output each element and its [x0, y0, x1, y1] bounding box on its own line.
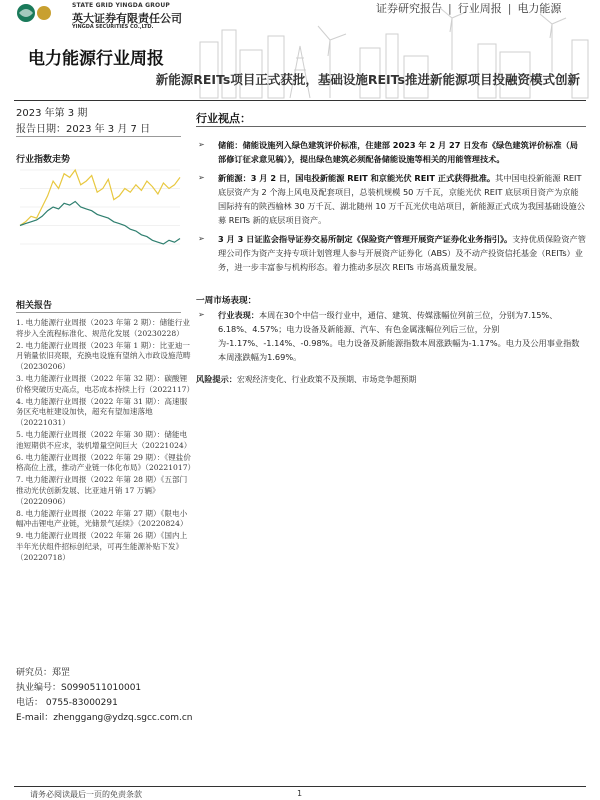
arrow-bullet-icon: ➢ [198, 140, 205, 149]
tag-power-energy: 电力能源 [517, 2, 562, 15]
view-bullet-text: 其中国电投新能源 REIT 底层资产为 2 个海上风电及配套项目，总装机规模 50 万千瓦，京能光伏 REIT 底层项目资产为京能国际持有的陕西榆林 30 万千瓦、湖北随州 10 万千瓦光伏电站项目，新能源正式成为我国基础设施公募 REITs 新的底层项目资产。 [218, 173, 585, 225]
market-performance-list [196, 308, 586, 364]
analyst-email[interactable]: E-mail：zhenggang@ydzq.sgcc.com.cn [16, 713, 193, 723]
report-subtitle: 新能源REITs项目正式获批，基础设施REITs推进新能源项目投融资模式创新 [155, 72, 580, 87]
view-bullet [196, 171, 586, 227]
related-report-item[interactable]: 4. 电力能源行业周报（2022 年第 31 期）：高速服务区充电桩建设加快，超充有望加速落地（20221031） [16, 396, 188, 428]
analyst-license: 执业编号：S0990511010001 [16, 683, 142, 693]
market-performance-title: 一周市场表现： [196, 296, 257, 306]
views-divider [196, 126, 586, 127]
report-title: 电力能源行业周报 [28, 49, 164, 69]
analyst-name: 研究员：郑罡 [16, 668, 71, 678]
related-report-item[interactable]: 9. 电力能源行业周报（2022 年第 26 期）《国内上半年光伏组件招标创纪录，可再生能源补贴下发》（20220718） [16, 531, 188, 562]
related-report-item[interactable]: 3. 电力能源行业周报（2022 年第 32 期）：碳酸锂价格突破历史高点，电芯成本持续上行（2022117） [16, 373, 195, 394]
left-divider [16, 136, 181, 137]
report-category-tags [376, 0, 561, 16]
related-report-item[interactable]: 6. 电力能源行业周报（2022 年第 29 期）：《锂盐价格高位上涨，推动产业链一体化布局》（20221017） [16, 452, 196, 473]
industry-views-title: 行业视点： [196, 112, 251, 125]
arrow-bullet-icon: ➢ [198, 310, 205, 319]
industry-views-list [196, 138, 586, 279]
report-header [0, 0, 600, 100]
related-reports-list [16, 318, 196, 565]
view-bullet [196, 232, 586, 274]
market-bullet [196, 308, 586, 364]
related-divider [16, 312, 181, 313]
company-logo-icon [16, 3, 54, 23]
report-date: 报告日期：2023 年 3 月 7 日 [16, 124, 151, 135]
market-bullet-bold: 行业表现： [218, 310, 259, 320]
related-report-item[interactable]: 8. 电力能源行业周报（2022 年第 27 期）《限电小幅冲击锂电产业链，光储景气延续》（20220824） [16, 508, 188, 529]
chart-series-line-1 [20, 170, 180, 226]
related-reports-title: 相关报告 [16, 301, 53, 311]
risk-warning [196, 374, 586, 385]
analyst-info [16, 666, 216, 726]
view-bullet [196, 138, 586, 166]
analyst-phone: 电话： 0755-83000291 [16, 698, 118, 708]
page-number: 1 [297, 789, 303, 798]
tag-weekly: 行业周报 [457, 2, 502, 15]
market-bullet-text: 本周在30个中信一级行业中，通信、建筑、传媒涨幅位列前三位，分别为7.15%、6.18%、4.57%；电力设备及新能源、汽车、有色金属涨幅位列后三位，分别为-1.17%、-1.14%、-0.98%。电力设备及新能源指数本周涨跌幅为-1.17%。电力及公用事业指数本周涨跌幅为1.69%。 [218, 310, 580, 362]
company-name-cn: 英大证券有限责任公司 [72, 12, 182, 25]
issue-number: 2023 年第 3 期 [16, 108, 88, 119]
arrow-bullet-icon: ➢ [198, 173, 205, 182]
view-bullet-bold: 3 月 3 日证监会指导证券交易所制定《保险资产管理开展资产证券化业务指引》。 [218, 234, 513, 244]
tag-separator: | [448, 2, 452, 15]
chart-series-line-2 [20, 202, 180, 245]
arrow-bullet-icon: ➢ [198, 234, 205, 243]
footer-divider [14, 786, 586, 787]
index-trend-chart [16, 166, 184, 248]
related-report-item[interactable]: 5. 电力能源行业周报（2022 年第 30 期）：储能电池短期供不应求，装机增量空间巨大（20221024） [16, 429, 192, 450]
tag-research-report: 证券研究报告 [376, 2, 442, 15]
header-divider [14, 100, 586, 101]
view-bullet-bold: 新能源：3 月 2 日，国电投新能源 REIT 和京能光伏 REIT 正式获得批准。 [218, 173, 496, 183]
related-report-item[interactable]: 2. 电力能源行业周报（2023 年第 1 期）：比亚迪一月销量依旧亮眼，充换电设施有望纳入市政设施范畴（20230206） [16, 340, 191, 372]
related-report-item[interactable]: 7. 电力能源行业周报（2022 年第 28 期）《五部门推动光伏创新发展、比亚迪月销 17 万辆》（20220906） [16, 475, 188, 506]
view-bullet-text: 支持优质保险资产管理公司作为资产支持专项计划管理人参与开展资产证券化（ABS）及不动产投资信托基金（REITs）业务，进一步丰富参与机构形态。着力推动多层次 REITs 市场高质量发展。 [218, 234, 586, 272]
company-name-en: YINGDA SECURITIES CO.,LTD. [72, 24, 154, 30]
company-name-en-top: STATE GRID YINGDA GROUP [72, 2, 171, 9]
view-bullet-bold: 储能：储能设施列入绿色建筑评价标准，住建部 2023 年 2 月 27 日发布《绿色建筑评价标准（局部修订征求意见稿）》，提出绿色建筑必须配备储能设施等相关的用能管理技术。 [218, 140, 578, 164]
risk-text: 宏观经济变化、行业政策不及预期、市场竞争超预期 [236, 375, 417, 384]
tag-separator: | [507, 2, 512, 15]
footer-disclaimer: 请务必阅读最后一页的免责条款 [30, 790, 142, 799]
related-report-item[interactable]: 1. 电力能源行业周报（2023 年第 2 期）：储能行业将步入全流程标准化、规范化发展（20230228） [16, 318, 190, 338]
index-trend-title: 行业指数走势 [16, 155, 71, 165]
risk-label: 风险提示： [196, 374, 237, 384]
